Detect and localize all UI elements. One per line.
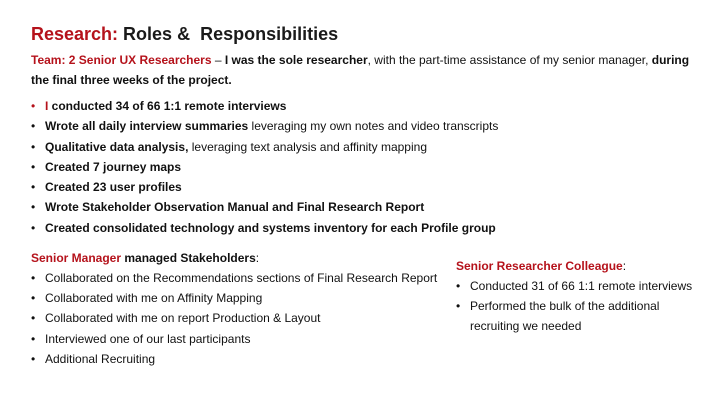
bullet-plain: leveraging text analysis and affinity mapping (188, 139, 427, 154)
senior-manager-rest: managed Stakeholders (121, 251, 256, 265)
intro-sole: I was the sole researcher (224, 53, 368, 67)
bullet-icon: • (31, 331, 36, 346)
bullet-bold: Created 23 user profiles (45, 180, 182, 195)
bullet-icon: • (456, 299, 461, 314)
bullet-icon: • (456, 279, 461, 293)
list-item (31, 137, 696, 157)
bullet-icon: • (31, 351, 36, 366)
bullet-lead: I (45, 99, 49, 113)
title-accent: Research: (31, 24, 119, 44)
list-item (31, 218, 696, 238)
responsibility-list (31, 96, 696, 238)
item-text: Interviewed one of our last participants (45, 331, 251, 346)
list-item (31, 308, 451, 328)
item-text: Collaborated with me on report Production & Layout (45, 311, 321, 326)
bullet-icon: • (31, 291, 36, 306)
bullet-icon: • (31, 311, 36, 326)
list-item (31, 288, 451, 308)
bullet-bold: Wrote Stakeholder Observation Manual and Final Research Report (45, 200, 425, 215)
item-text: Conducted 31 of 66 1:1 remote interviews (470, 279, 693, 293)
senior-manager-label: Senior Manager (31, 251, 122, 265)
senior-manager-heading (31, 248, 451, 268)
list-item (31, 116, 696, 136)
heading-colon: : (622, 259, 627, 273)
team-label: Team: 2 Senior UX Researchers (31, 53, 212, 67)
colleague-list (456, 276, 706, 337)
list-item (31, 197, 696, 217)
bullet-icon: • (31, 220, 36, 235)
list-item (31, 157, 696, 177)
bullet-icon: • (31, 159, 36, 174)
bullet-icon: • (31, 119, 36, 134)
colleague-label: Senior Researcher Colleague (456, 259, 623, 273)
list-item (31, 177, 696, 197)
item-text: Collaborated on the Recommendations sections of Final Research Report (45, 271, 438, 285)
item-text: Additional Recruiting (45, 351, 156, 366)
list-item (31, 96, 696, 116)
colleague-section (456, 256, 706, 337)
bullet-bold: Wrote all daily interview summaries (45, 119, 249, 134)
bullet-bold: Qualitative data analysis, (45, 139, 189, 154)
list-item (31, 268, 451, 288)
bullet-plain: leveraging my own notes and video transcripts (248, 119, 499, 134)
bullet-icon: • (31, 99, 36, 113)
senior-manager-section (31, 248, 451, 369)
bullet-icon: • (31, 139, 36, 154)
slide-title (31, 24, 338, 45)
list-item (456, 296, 706, 336)
item-text: Performed the bulk of the additional recruiting we needed (470, 299, 660, 334)
colleague-heading (456, 256, 706, 276)
senior-manager-list (31, 268, 451, 369)
bullet-icon: • (31, 271, 36, 285)
bullet-bold: Created 7 journey maps (45, 159, 182, 174)
item-text: Collaborated with me on Affinity Mapping (45, 291, 263, 306)
bullet-icon: • (31, 200, 36, 215)
list-item (31, 329, 451, 349)
bullet-icon: • (31, 180, 36, 195)
bullet-bold: conducted 34 of 66 1:1 remote interviews (48, 99, 287, 113)
intro-middle: , with the part-time assistance of my senior manager, (367, 53, 652, 67)
list-item (456, 276, 706, 296)
list-item (31, 349, 451, 369)
team-intro (31, 50, 696, 90)
intro-dash: – (211, 53, 225, 67)
heading-colon: : (255, 251, 260, 265)
bullet-bold: Created consolidated technology and systems inventory for each Profile group (45, 220, 496, 235)
title-rest: Roles & Responsibilities (118, 24, 339, 44)
intro-during: during the final three weeks of the project. (31, 53, 690, 87)
